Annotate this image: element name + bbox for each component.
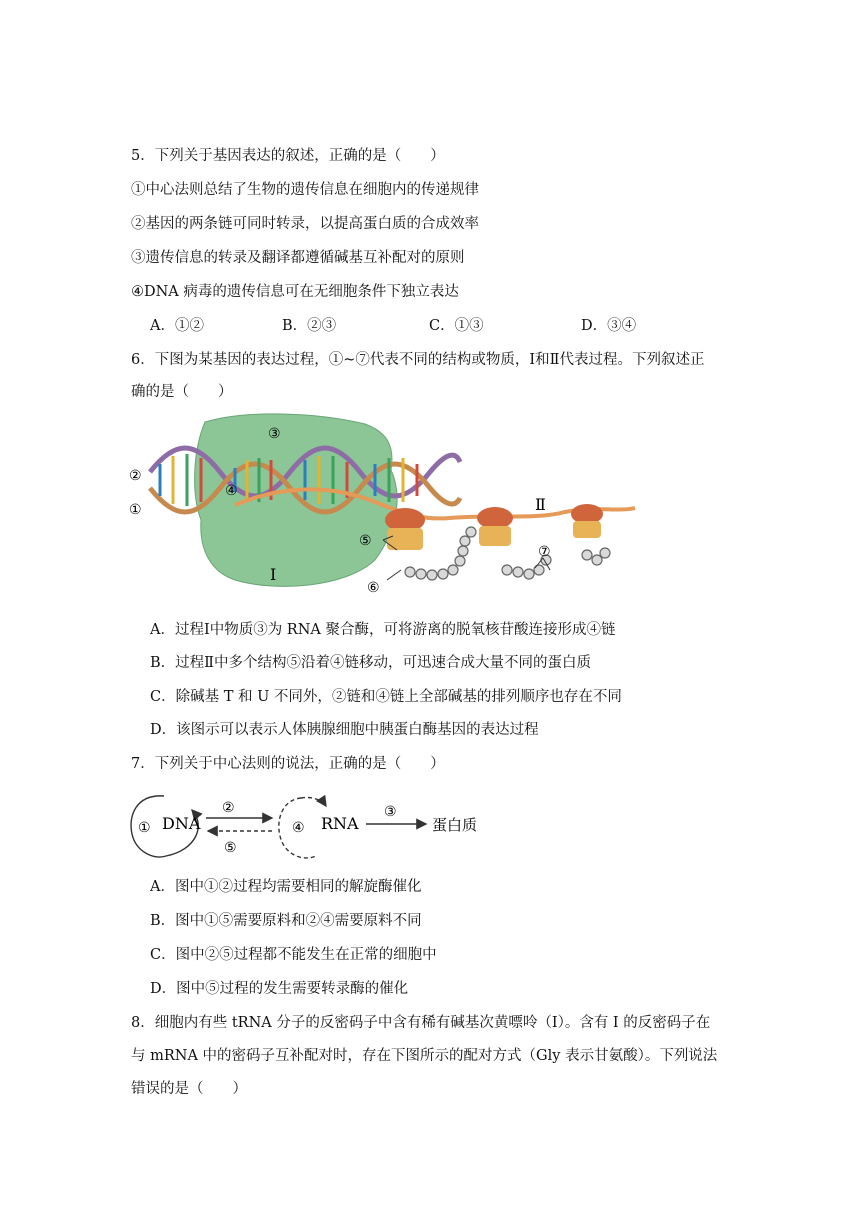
dogma-protein: 蛋白质 bbox=[432, 816, 478, 834]
q8-line3: 错误的是（ ） bbox=[131, 1081, 247, 1097]
fig6-process-2: Ⅱ bbox=[535, 495, 546, 514]
q7-option-d: D．图中⑤过程的发生需要转录酶的催化 bbox=[150, 981, 409, 997]
q6-option-d: D．该图示可以表示人体胰腺细胞中胰蛋白酶基因的表达过程 bbox=[150, 722, 539, 738]
q5-item-3: ③遗传信息的转录及翻译都遵循碱基互补配对的原则 bbox=[131, 250, 465, 266]
fig6-label-5: ⑤ bbox=[359, 533, 372, 549]
fig6-label-4: ④ bbox=[225, 483, 238, 499]
q6-stem-line1: 6．下图为某基因的表达过程，①~⑦代表不同的结构或物质，Ⅰ和Ⅱ代表过程。下列叙述正 bbox=[131, 352, 705, 368]
fig6-process-1: Ⅰ bbox=[270, 565, 277, 584]
q6-stem-line2: 确的是（ ） bbox=[131, 384, 233, 400]
q8-line2: 与 mRNA 中的密码子互补配对时，存在下图所示的配对方式（Gly 表示甘氨酸）。下列说法 bbox=[131, 1048, 718, 1064]
q8-line1: 8．细胞内有些 tRNA 分子的反密码子中含有稀有碱基次黄嘌呤（I）。含有 I 的反密码子在 bbox=[131, 1015, 711, 1031]
q7-stem: 7．下列关于中心法则的说法，正确的是（ ） bbox=[131, 756, 445, 772]
dogma-rna: RNA bbox=[321, 814, 359, 833]
dogma-label-4: ④ bbox=[292, 820, 305, 836]
q5-option-b: B．②③ bbox=[282, 318, 337, 334]
dogma-label-5: ⑤ bbox=[224, 840, 237, 856]
dogma-label-1: ① bbox=[138, 820, 151, 836]
ribosome-1 bbox=[385, 508, 425, 550]
q7-option-c: C．图中②⑤过程都不能发生在正常的细胞中 bbox=[150, 947, 437, 963]
gene-expression-figure bbox=[125, 410, 645, 602]
q5-option-c: C．①③ bbox=[429, 318, 484, 334]
dogma-dna: DNA bbox=[162, 814, 201, 833]
q7-option-a: A．图中①②过程均需要相同的解旋酶催化 bbox=[150, 879, 422, 895]
q5-option-a: A．①② bbox=[150, 318, 204, 334]
q7-option-b: B．图中①⑤需要原料和②④需要原料不同 bbox=[150, 913, 422, 929]
q6-option-a: A．过程Ⅰ中物质③为 RNA 聚合酶，可将游离的脱氧核苷酸连接形成④链 bbox=[150, 622, 616, 638]
fig6-label-7: ⑦ bbox=[538, 544, 551, 560]
q5-option-d: D．③④ bbox=[581, 318, 637, 334]
q6-option-b: B．过程Ⅱ中多个结构⑤沿着④链移动，可迅速合成大量不同的蛋白质 bbox=[150, 655, 592, 671]
q5-item-4: ④DNA 病毒的遗传信息可在无细胞条件下独立表达 bbox=[131, 284, 459, 300]
central-dogma-figure bbox=[126, 786, 496, 866]
q5-item-2: ②基因的两条链可同时转录，以提高蛋白质的合成效率 bbox=[131, 216, 479, 232]
ribosome-3 bbox=[571, 504, 603, 538]
q5-stem: 5．下列关于基因表达的叙述，正确的是（ ） bbox=[131, 148, 445, 164]
fig6-label-1: ① bbox=[129, 502, 142, 518]
ribosome-2 bbox=[477, 507, 513, 546]
q6-option-c: C．除碱基 T 和 U 不同外，②链和④链上全部碱基的排列顺序也存在不同 bbox=[150, 689, 622, 705]
q5-item-1: ①中心法则总结了生物的遗传信息在细胞内的传递规律 bbox=[131, 182, 479, 198]
dogma-label-3: ③ bbox=[384, 804, 397, 820]
fig6-label-2: ② bbox=[129, 468, 142, 484]
fig6-label-6: ⑥ bbox=[367, 580, 380, 596]
fig6-label-3: ③ bbox=[268, 426, 281, 442]
dogma-label-2: ② bbox=[222, 800, 235, 816]
